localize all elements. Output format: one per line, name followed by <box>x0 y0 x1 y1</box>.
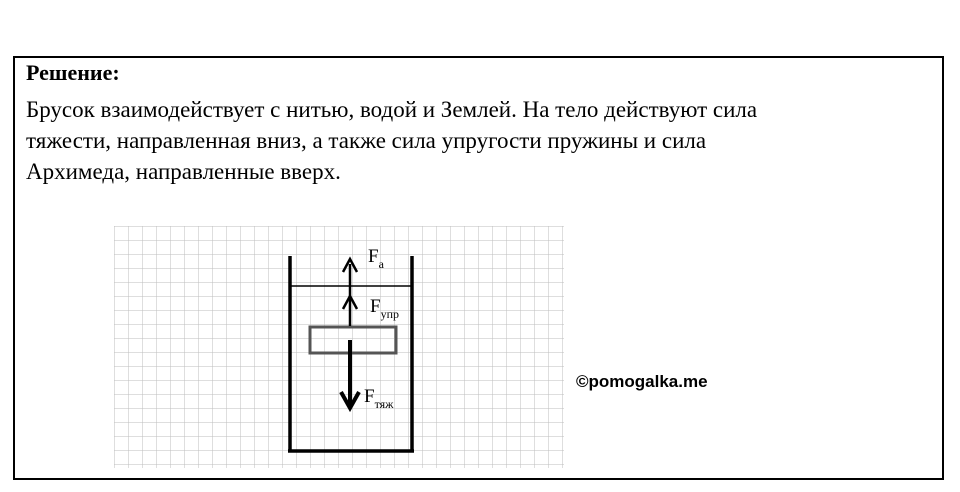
grid-background <box>114 226 564 468</box>
solution-heading: Решение: <box>26 60 120 85</box>
label-gravity: $F_{тяж}$ <box>364 386 394 411</box>
label-archimedes: $F_а$ <box>368 246 384 271</box>
watermark: ©pomogalka.me <box>576 372 708 391</box>
solution-paragraph: Брусок взаимодействует с нитью, водой и Землей. На тело действуют сила тяжести, направленная вниз, а также сила упругости пружины и сила Архимеда, направленные вверх. <box>26 97 758 184</box>
label-elastic: $F_{упр}$ <box>370 296 399 321</box>
